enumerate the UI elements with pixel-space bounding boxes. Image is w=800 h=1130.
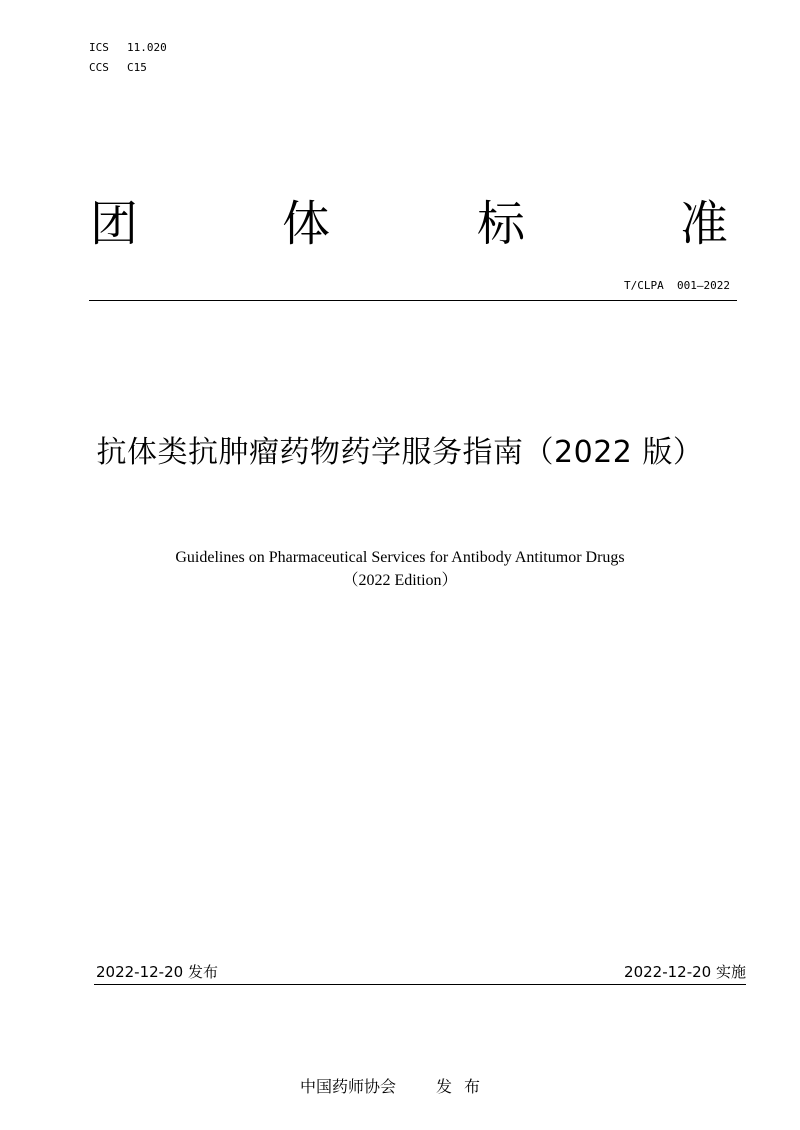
header-divider (89, 300, 737, 301)
ics-code-line (89, 40, 167, 56)
standard-type-char-4: 准 (680, 196, 729, 252)
document-title-zh: 抗体类抗肿瘤药物药学服务指南（2022 版） (96, 435, 704, 470)
ccs-code: C15 (127, 61, 147, 74)
publisher-name: 中国药师协会 (300, 1077, 397, 1096)
ics-label: ICS (89, 41, 109, 54)
release-date: 2022-12-20 发布 (96, 963, 218, 981)
ccs-label: CCS (89, 61, 109, 74)
standard-type-char-1: 团 (90, 196, 139, 252)
standard-type-char-3: 标 (477, 196, 526, 252)
standard-type-char-2: 体 (282, 196, 331, 252)
ccs-code-line (89, 60, 147, 76)
publisher-line (300, 1077, 492, 1097)
document-edition-en: （2022 Edition） (342, 572, 458, 589)
footer-divider (94, 984, 746, 985)
document-title-en: Guidelines on Pharmaceutical Services for Antibody Antitumor Drugs (175, 549, 625, 566)
implementation-date: 2022-12-20 实施 (624, 963, 746, 981)
standard-number: T/CLPA 001—2022 (624, 279, 730, 292)
ics-code: 11.020 (127, 41, 167, 54)
publisher-action: 发布 (436, 1077, 493, 1096)
